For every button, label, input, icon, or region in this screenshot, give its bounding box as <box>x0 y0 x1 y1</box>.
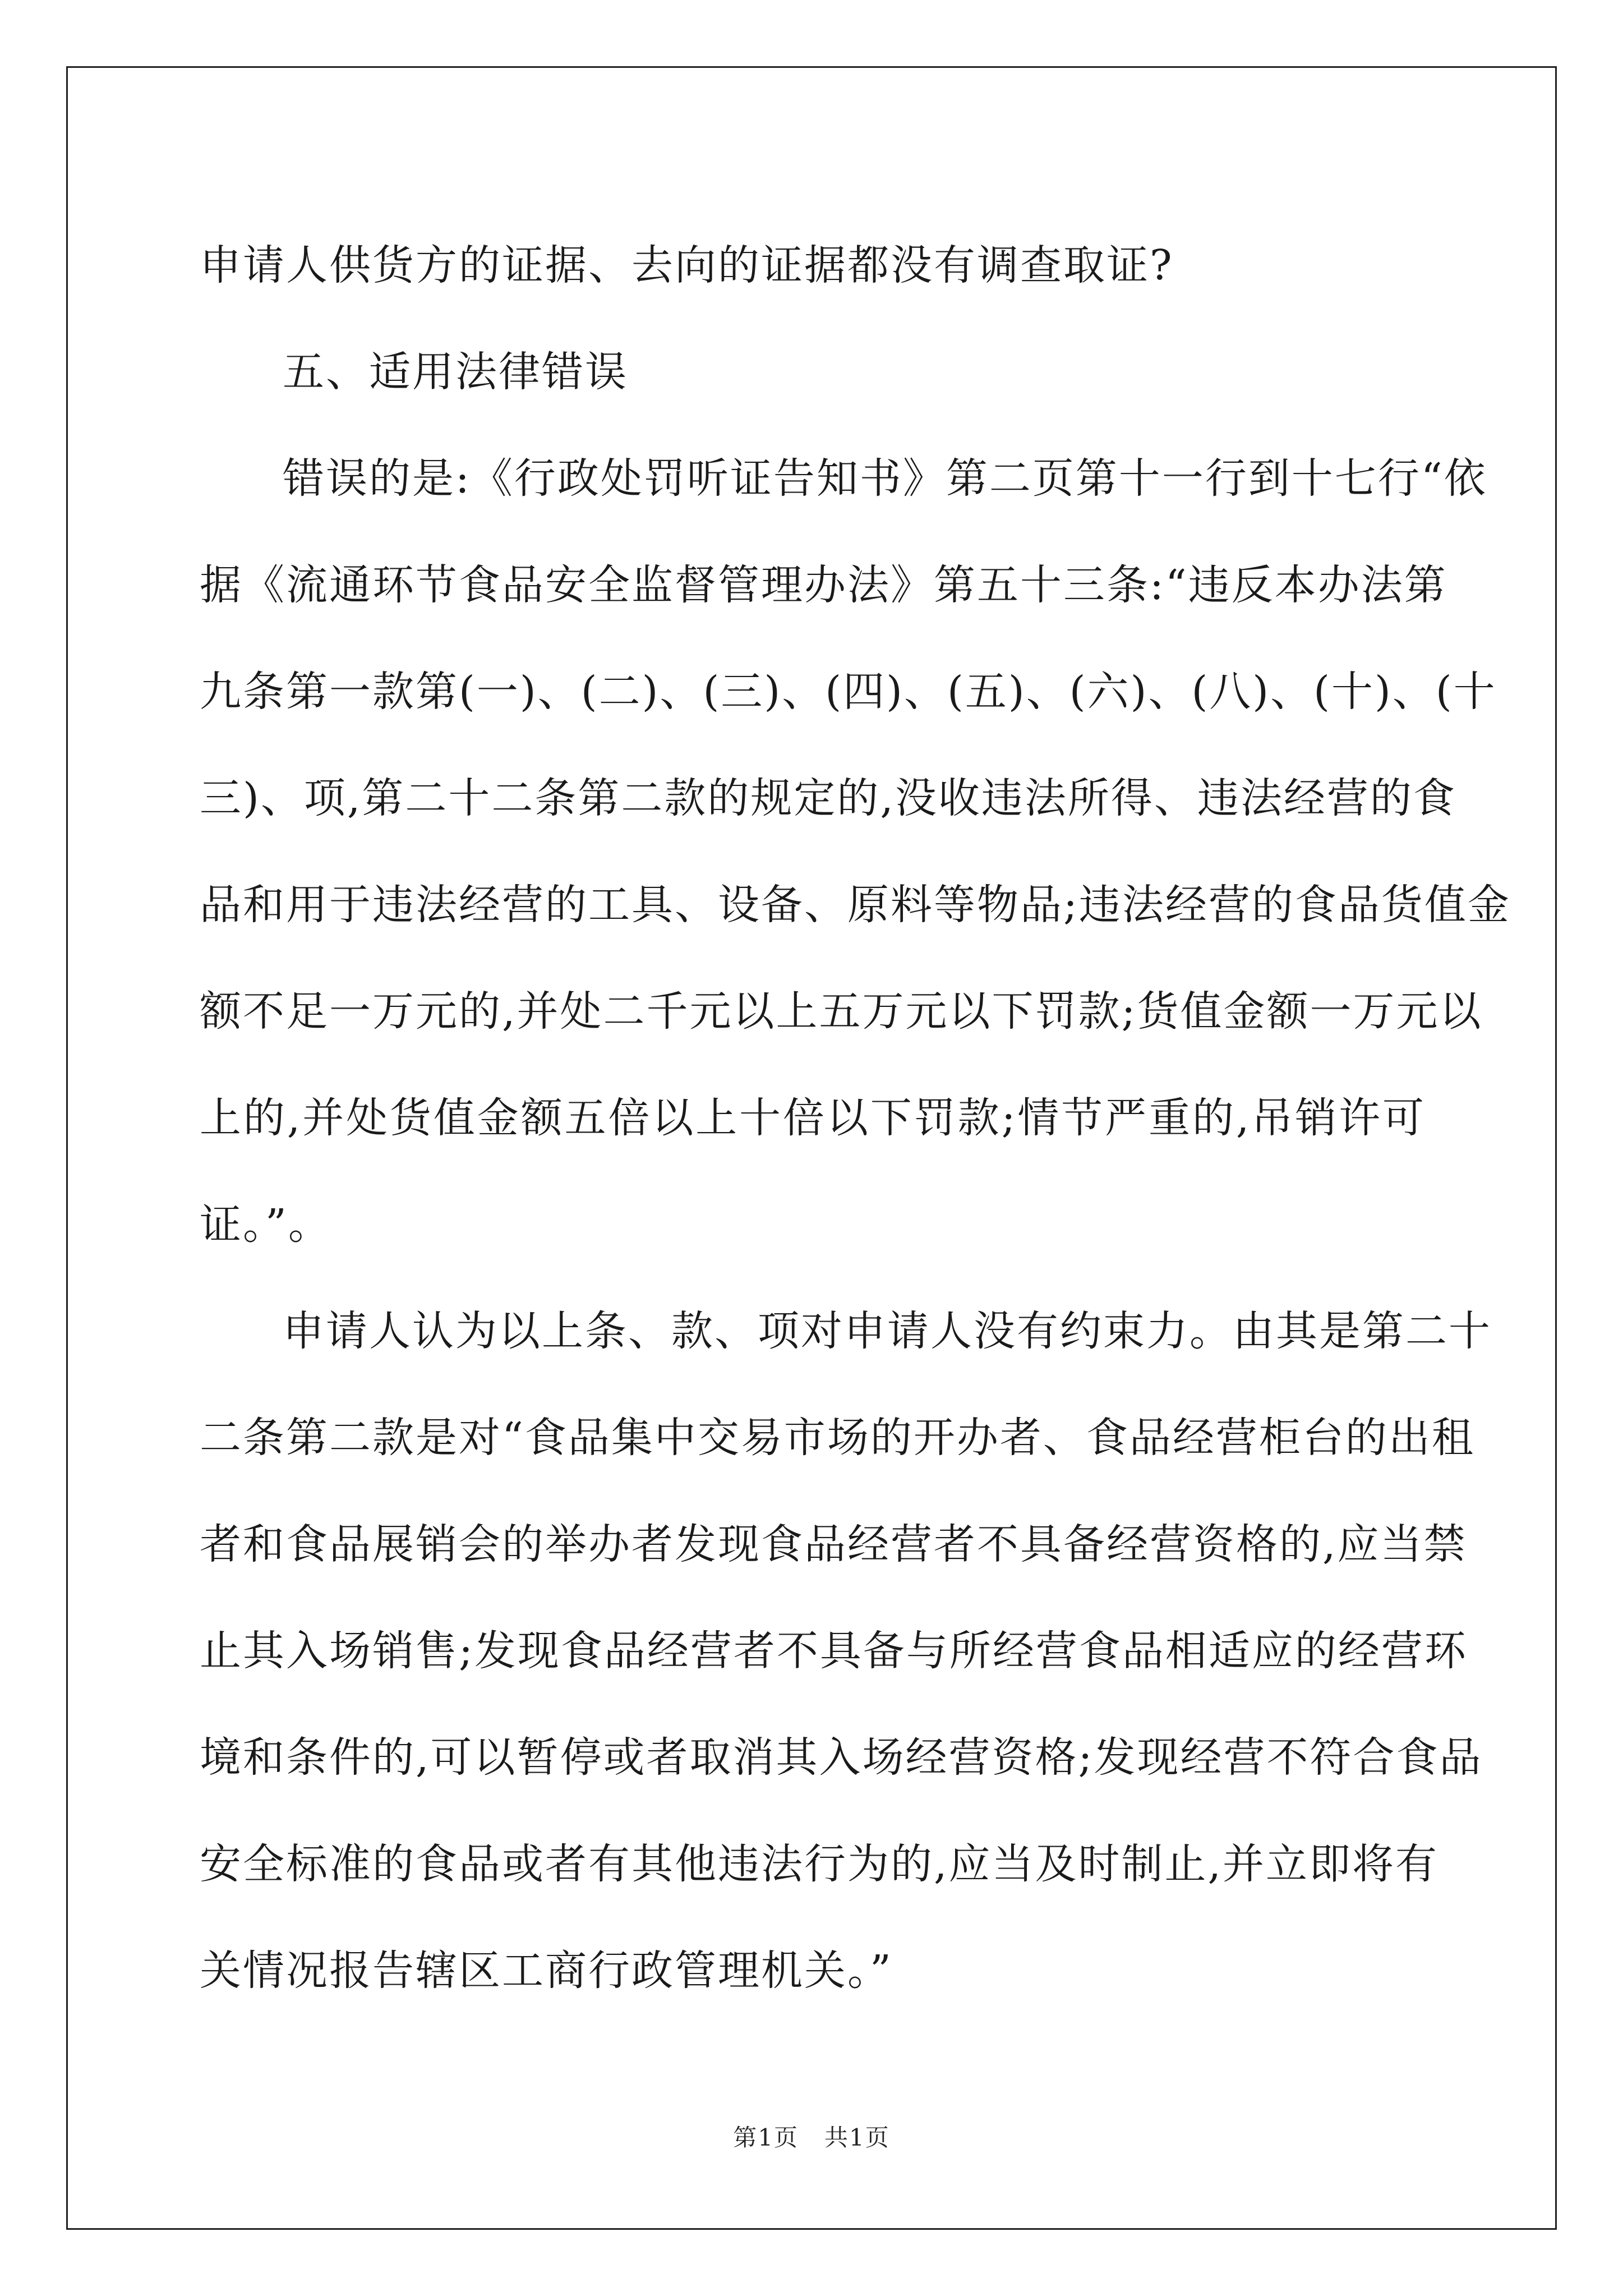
text-line: 境和条件的,可以暂停或者取消其入场经营资格;发现经营不符合食品 <box>200 1733 1483 1782</box>
text-line: 上的,并处货值金额五倍以上十倍以下罚款;情节严重的,吊销许可 <box>200 1094 1426 1142</box>
text-line: 安全标准的食品或者有其他违法行为的,应当及时制止,并立即将有 <box>200 1840 1439 1888</box>
page-total: 共1页 <box>824 2124 890 2151</box>
text-line: 错误的是:《行政处罚听证告知书》第二页第十一行到十七行“依 <box>283 454 1487 503</box>
text-line: 申请人供货方的证据、去向的证据都没有调查取证? <box>200 241 1174 289</box>
text-line: 二条第二款是对“食品集中交易市场的开办者、食品经营柜台的出租 <box>200 1414 1475 1462</box>
text-line: 五、适用法律错误 <box>283 348 628 396</box>
text-line: 止其入场销售;发现食品经营者不具备与所经营食品相适应的经营环 <box>200 1627 1468 1675</box>
text-line: 三)、项,第二十二条第二款的规定的,没收违法所得、违法经营的食 <box>200 774 1456 822</box>
text-line: 证。”。 <box>200 1200 331 1249</box>
document-body <box>200 212 1511 2024</box>
text-line: 九条第一款第(一)、(二)、(三)、(四)、(五)、(六)、(八)、(十)、(十 <box>200 668 1497 716</box>
text-line: 申请人认为以上条、款、项对申请人没有约束力。由其是第二十 <box>283 1307 1492 1355</box>
text-line: 品和用于违法经营的工具、设备、原料等物品;违法经营的食品货值金 <box>200 881 1511 929</box>
page-footer <box>0 2119 1623 2153</box>
text-line: 关情况报告辖区工商行政管理机关。” <box>200 1947 893 1995</box>
text-line: 据《流通环节食品安全监督管理办法》第五十三条:“违反本办法第 <box>200 561 1447 609</box>
page-number: 第1页 <box>733 2124 799 2151</box>
text-line: 者和食品展销会的举办者发现食品经营者不具备经营资格的,应当禁 <box>200 1520 1467 1568</box>
text-line: 额不足一万元的,并处二千元以上五万元以下罚款;货值金额一万元以 <box>200 987 1483 1036</box>
